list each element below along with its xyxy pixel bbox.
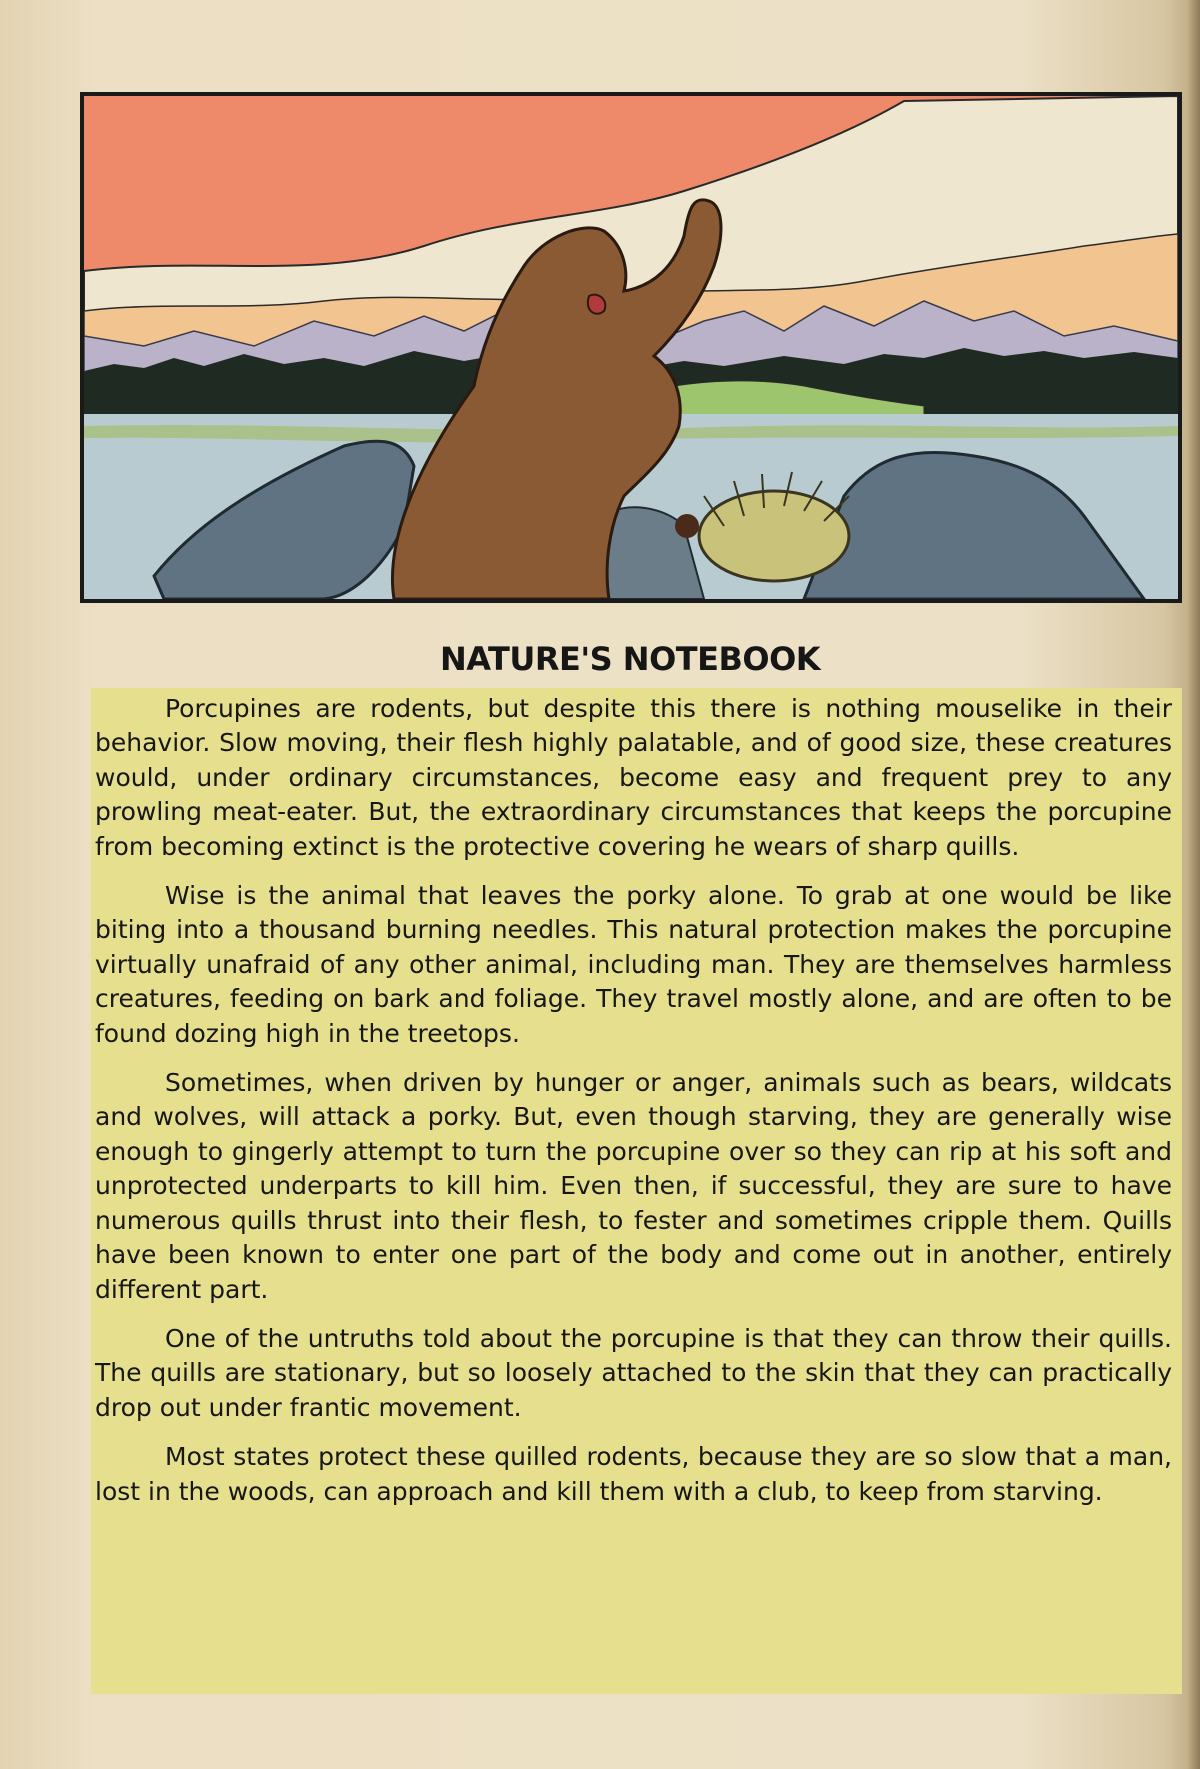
paragraph-5: Most states protect these quilled rodents, because they are so slow that a man, lost in the woods, can approach and kill them with a club, to keep from starving. [95, 1442, 1172, 1506]
page-title: NATURE'S NOTEBOOK [439, 640, 821, 678]
illustration-panel [80, 92, 1182, 603]
article-text-box [91, 688, 1182, 1694]
paragraph-3: Sometimes, when driven by hunger or anger, animals such as bears, wildcats and wolves, will attack a porky. But, even though starving, they are generally wise enough to gingerly attempt to turn the porcupine over so they can rip at his soft and unprotected underparts to kill him. Even then, if successful, they are sure to have numerous quills thrust into their flesh, to fester and sometimes cripple them. Quills have been known to enter one part of the body and come out in another, entirely different part. [95, 1068, 1172, 1304]
porcupine [699, 491, 849, 581]
paragraph-1: Porcupines are rodents, but despite this there is nothing mouselike in their behavior. Slow moving, their flesh highly palatable, and of good size, these creatures would, under ordinary circumstances, become easy and frequent prey to any prowling meat-eater. But, the extraordinary circumstances that keeps the porcupine from becoming extinct is the protective covering he wears of sharp quills. [95, 694, 1172, 861]
burn-mark [675, 514, 699, 538]
page-spine-shadow [1186, 0, 1200, 1769]
bear-porcupine-illustration [84, 96, 1178, 599]
paragraph-2: Wise is the animal that leaves the porky alone. To grab at one would be like biting into a thousand burning needles. This natural protection makes the porcupine virtually unafraid of any other animal, including man. They are themselves harmless creatures, feeding on bark and foliage. They travel mostly alone, and are often to be found dozing high in the treetops. [95, 881, 1172, 1048]
paragraph-4: One of the untruths told about the porcupine is that they can throw their quills. The quills are stationary, but so loosely attached to the skin that they can practically drop out under frantic movement. [95, 1323, 1172, 1422]
bear-mouth [588, 295, 606, 314]
